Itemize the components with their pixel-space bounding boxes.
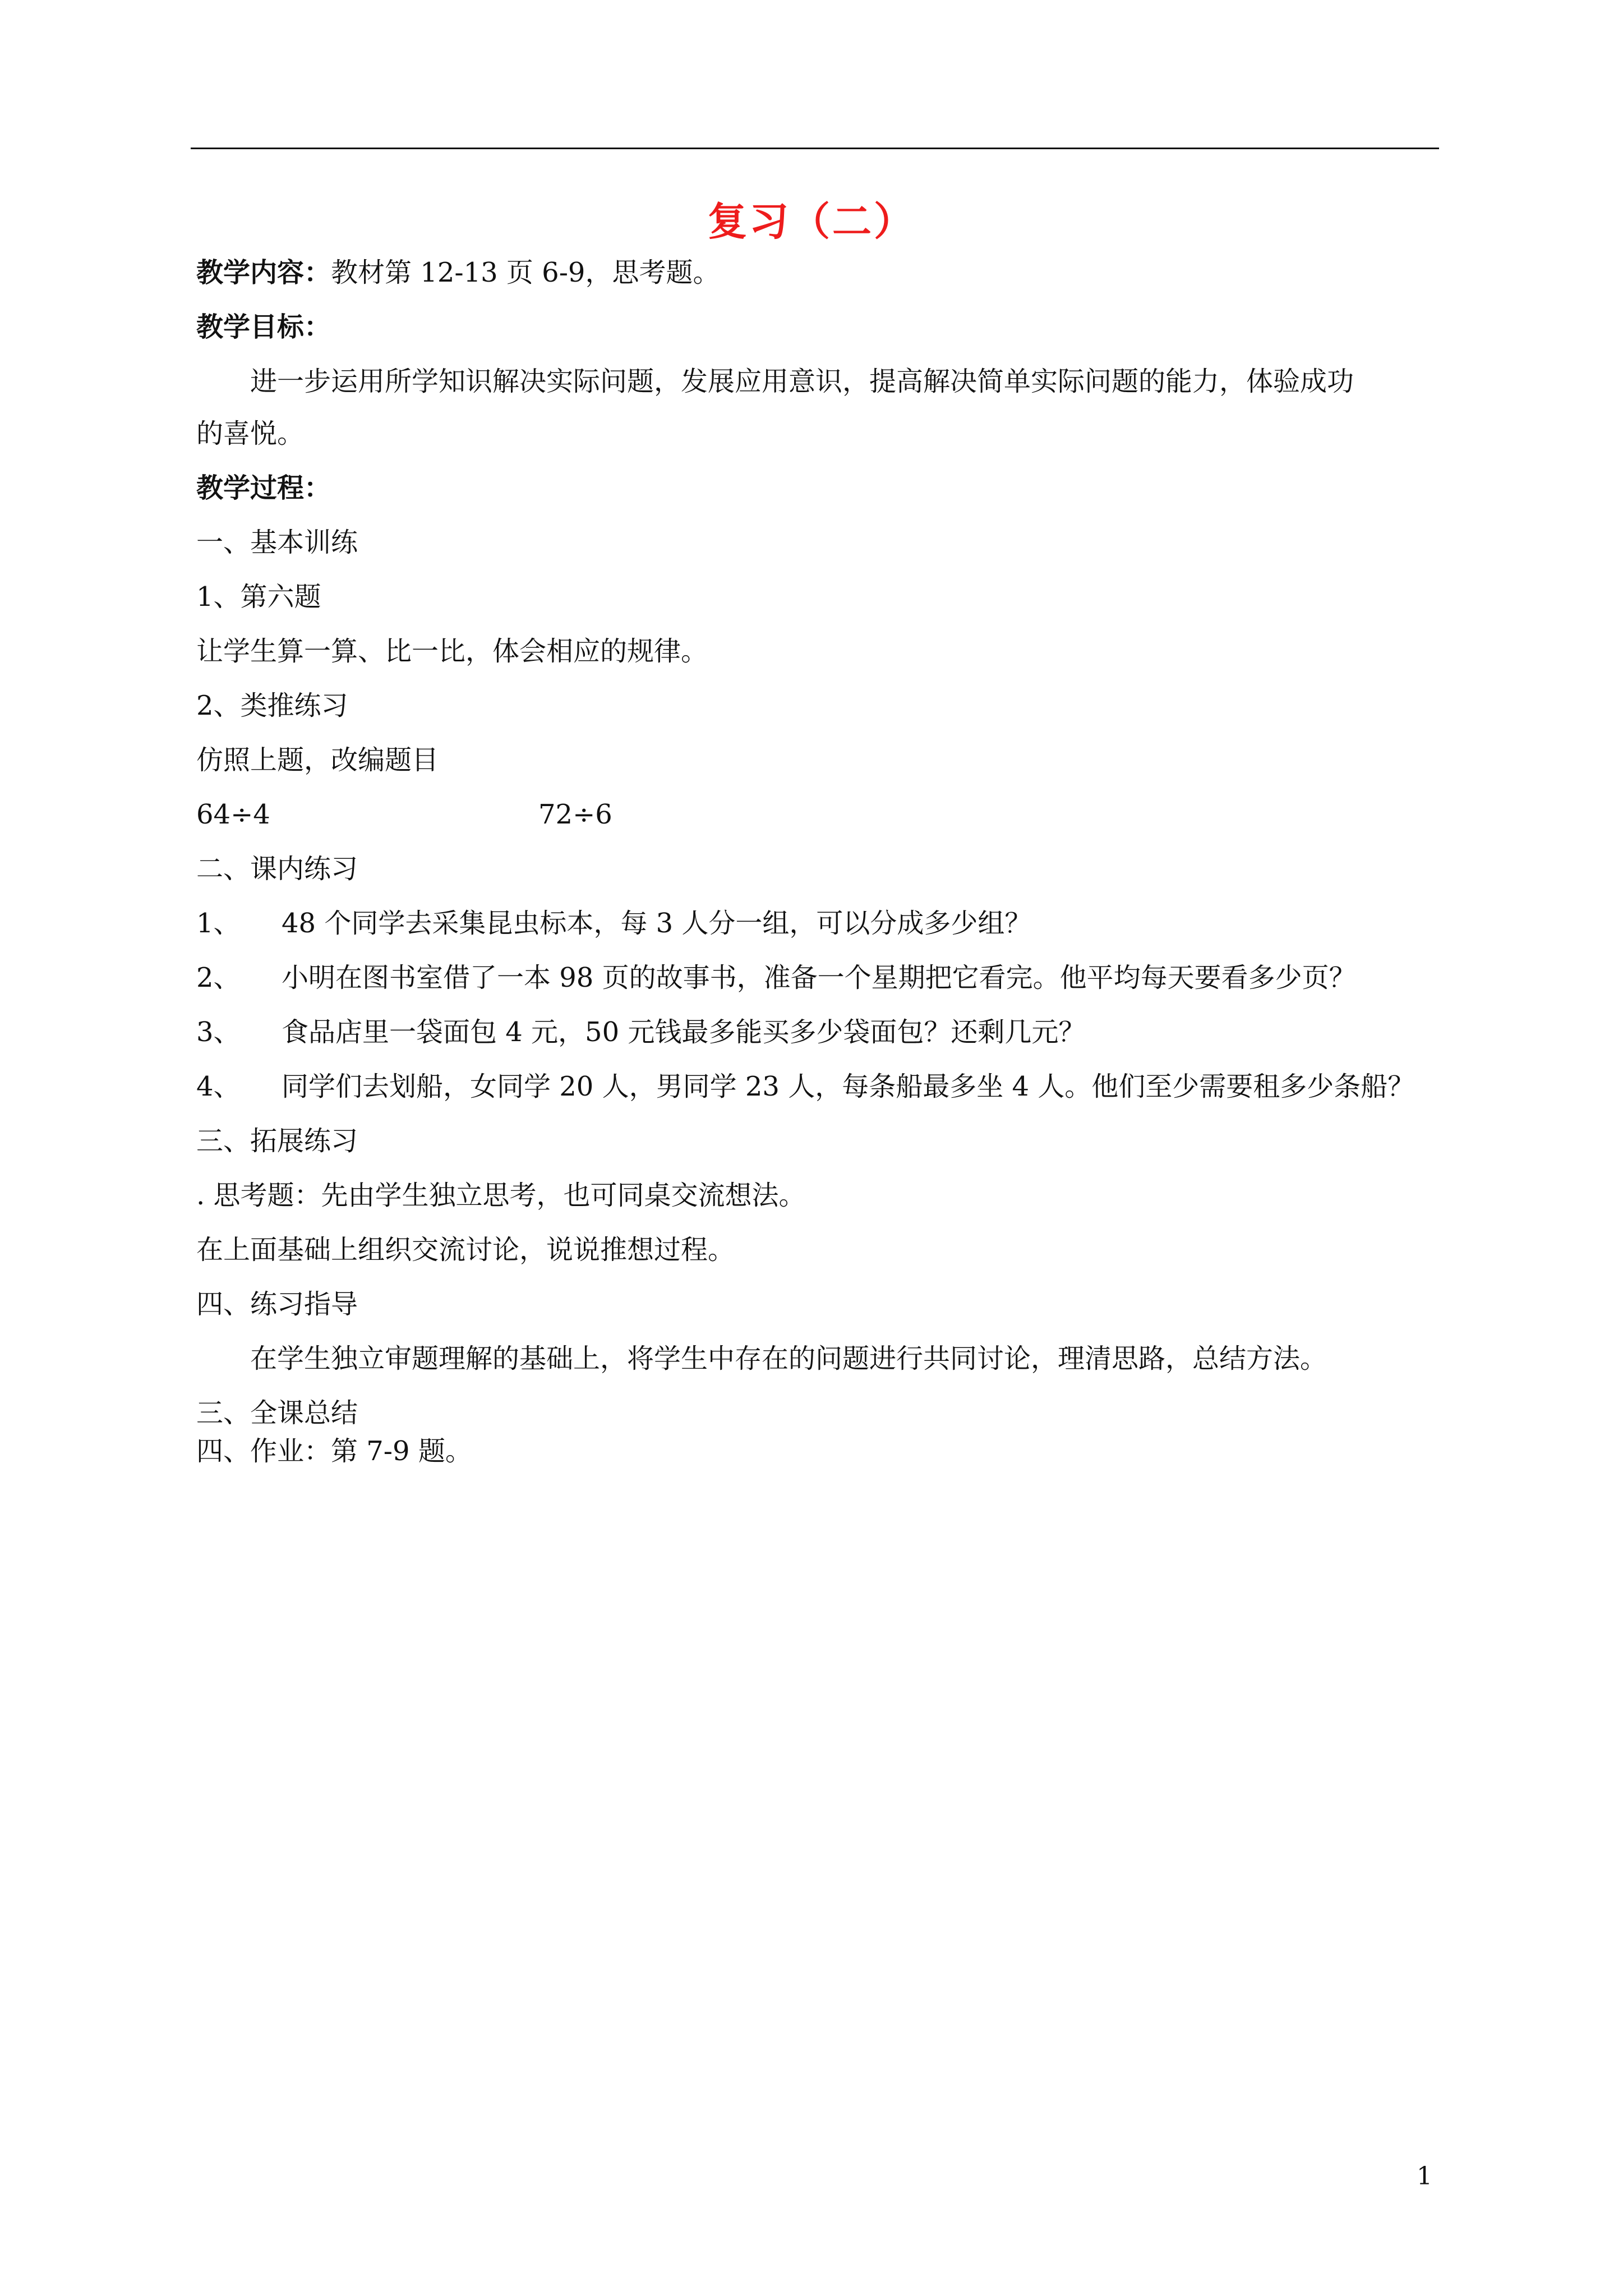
practice-item-number: 2、 <box>196 962 241 993</box>
item-1-text: 让学生算一算、比一比，体会相应的规律。 <box>196 636 708 667</box>
item-2-heading: 2、类推练习 <box>196 690 348 721</box>
item-1-heading: 1、第六题 <box>196 581 321 613</box>
guidance-text: 在学生独立审题理解的基础上，将学生中存在的问题进行共同讨论，理清思路，总结方法。 <box>250 1343 1327 1374</box>
content-text: 教材第 12-13 页 6-9，思考题。 <box>331 257 720 288</box>
section-homework: 四、作业：第 7-9 题。 <box>196 1435 472 1467</box>
expression-1: 64÷4 <box>196 799 270 830</box>
section-class-practice: 二、课内练习 <box>196 853 358 885</box>
practice-item <box>196 959 1439 997</box>
practice-item <box>196 1068 1439 1106</box>
page-title: 复习（二） <box>708 198 915 245</box>
item-2-text: 仿照上题，改编题目 <box>196 744 439 776</box>
process-label: 教学过程： <box>196 472 331 504</box>
section-basic-training: 一、基本训练 <box>196 527 358 558</box>
practice-item-text: 食品店里一袋面包 4 元，50 元钱最多能买多少袋面包？还剩几元？ <box>282 1016 1086 1048</box>
content-line <box>196 254 1439 292</box>
section-guidance: 四、练习指导 <box>196 1289 358 1320</box>
page-number: 1 <box>1417 2162 1432 2191</box>
practice-item <box>196 1013 1439 1051</box>
goal-text-line1: 进一步运用所学知识解决实际问题，发展应用意识，提高解决简单实际问题的能力，体验成功 <box>250 366 1354 397</box>
goal-text-line2: 的喜悦。 <box>196 418 305 449</box>
document-body <box>196 254 1439 1487</box>
practice-item-text: 48 个同学去采集昆虫标本，每 3 人分一组，可以分成多少组？ <box>282 908 1032 939</box>
practice-item-number: 4、 <box>196 1071 241 1102</box>
content-label: 教学内容： <box>196 257 331 288</box>
section-summary: 三、全课总结 <box>196 1397 358 1429</box>
expression-row <box>196 795 1439 834</box>
practice-item-text: 小明在图书室借了一本 98 页的故事书，准备一个星期把它看完。他平均每天要看多少页？ <box>282 962 1356 993</box>
practice-item-number: 3、 <box>196 1016 241 1048</box>
extension-text-1: . 思考题：先由学生独立思考，也可同桌交流想法。 <box>196 1180 806 1211</box>
practice-item-number: 1、 <box>196 908 241 939</box>
goal-label: 教学目标： <box>196 311 331 343</box>
expression-2: 72÷6 <box>538 799 612 830</box>
extension-text-2: 在上面基础上组织交流讨论，说说推想过程。 <box>196 1234 735 1266</box>
practice-item-text: 同学们去划船，女同学 20 人，男同学 23 人，每条船最多坐 4 人。他们至少需要租多少条船？ <box>282 1071 1415 1102</box>
practice-item <box>196 904 1439 942</box>
section-extension: 三、拓展练习 <box>196 1125 358 1157</box>
header-rule <box>191 148 1439 149</box>
